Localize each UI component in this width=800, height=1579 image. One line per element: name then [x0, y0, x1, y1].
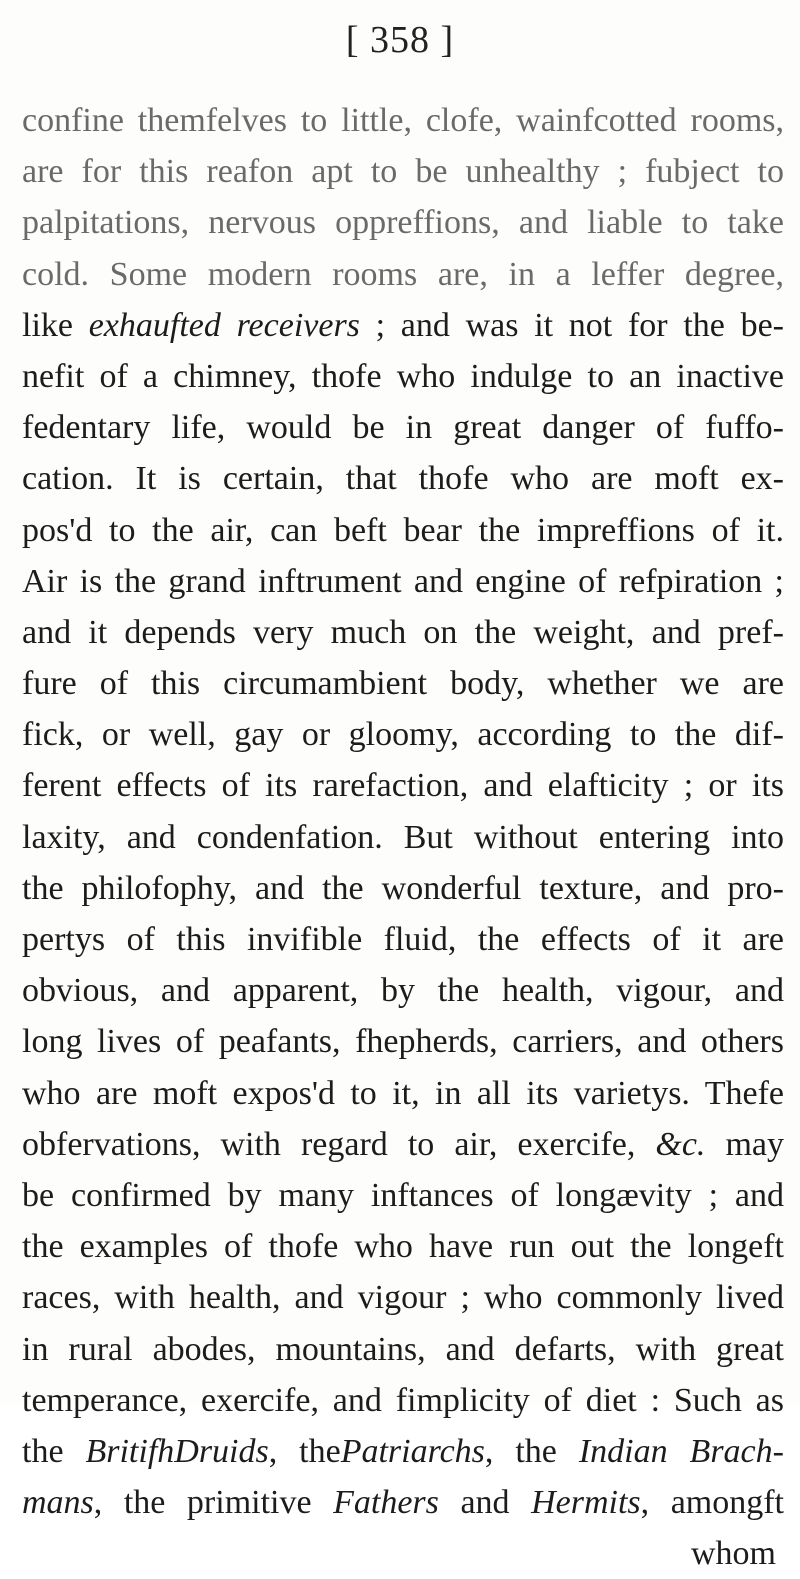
text-run: ; and was it not for the be- [359, 306, 784, 344]
italic-text: Patriarchs [340, 1432, 485, 1470]
text-run: , the [268, 1432, 341, 1470]
text-run: be confirmed by many inftances of longævity ; and [22, 1176, 784, 1214]
italic-text: Fathers [333, 1484, 439, 1522]
italic-text: BritifhDruids [85, 1432, 269, 1470]
text-line [22, 300, 784, 351]
text-run: fedentary life, would be in great danger of fuffo- [22, 409, 784, 447]
text-run: in rural abodes, mountains, and defarts, with great [22, 1330, 784, 1368]
text-line [22, 658, 784, 709]
text-line [22, 1170, 784, 1221]
italic-text: Hermits [531, 1484, 641, 1522]
text-run: , the primitive [93, 1484, 334, 1522]
text-line [22, 863, 784, 914]
italic-text: Indian Brach- [578, 1432, 784, 1470]
text-run: pertys of this invifible fluid, the effects of it are [22, 921, 784, 958]
text-run: and it depends very much on the weight, and pref- [22, 613, 784, 651]
text-run: cation. It is certain, that thofe who are moft ex- [22, 460, 784, 498]
italic-text: &c. [655, 1125, 706, 1163]
text-line [22, 1477, 784, 1528]
italic-text: mans [22, 1484, 94, 1522]
text-line [22, 95, 784, 146]
text-run: , the [484, 1432, 579, 1470]
text-run: pos'd to the air, can beft bear the impreffions of it. [22, 511, 784, 549]
text-run: fure of this circumambient body, whether we are [22, 665, 784, 703]
text-line [22, 1016, 784, 1067]
text-run: and [438, 1484, 532, 1522]
text-run: like [22, 306, 89, 344]
text-run: nefit of a chimney, thofe who indulge to an inactive [22, 357, 784, 395]
text-run: obfervations, with regard to air, exercife, [22, 1125, 656, 1163]
text-line [22, 197, 784, 248]
text-line [22, 351, 784, 402]
text-line [22, 1272, 784, 1323]
text-run: palpitations, nervous oppreffions, and liable to take [22, 204, 784, 242]
text-run: who are moft expos'd to it, in all its varietys. Thefe [22, 1074, 784, 1112]
text-line [22, 556, 784, 607]
text-run: races, with health, and vigour ; who commonly lived [22, 1279, 784, 1317]
text-line [22, 965, 784, 1016]
text-line [22, 709, 784, 760]
text-line [22, 1068, 784, 1119]
text-run: may [705, 1125, 784, 1163]
italic-text: exhaufted receivers [88, 306, 360, 344]
text-line [22, 453, 784, 504]
text-line [22, 1119, 784, 1170]
text-line [22, 1426, 784, 1477]
text-run: the examples of thofe who have run out the longeft [22, 1228, 784, 1266]
text-line [22, 914, 784, 965]
text-run: fick, or well, gay or gloomy, according to the dif- [22, 716, 784, 754]
text-run: the philofophy, and the wonderful texture, and pro- [22, 869, 784, 907]
text-run: cold. Some modern rooms are, in a leffer degree, [22, 255, 784, 293]
text-run: temperance, exercife, and fimplicity of diet : Such as [22, 1381, 784, 1419]
text-run: the [22, 1432, 86, 1470]
text-line [22, 402, 784, 453]
text-run: laxity, and condenfation. But without entering into [22, 818, 784, 856]
text-run: obvious, and apparent, by the health, vigour, and [22, 972, 784, 1010]
text-line [22, 1528, 784, 1579]
text-line [22, 505, 784, 556]
text-line [22, 607, 784, 658]
text-run: , amongft [640, 1484, 785, 1522]
text-run: long lives of peafants, fhepherds, carriers, and others [22, 1023, 784, 1061]
text-run: confine themfelves to little, clofe, wainfcotted rooms, [22, 102, 784, 139]
text-line [22, 1221, 784, 1272]
text-run: Air is the grand inftrument and engine of refpiration ; [22, 562, 784, 600]
text-line [22, 249, 784, 300]
page-number: [ 358 ] [345, 19, 455, 61]
text-line [22, 760, 784, 811]
text-run: are for this reafon apt to be unhealthy ; fubject to [22, 153, 784, 191]
body-text [22, 95, 784, 1579]
text-line [22, 812, 784, 863]
text-line [22, 1375, 784, 1426]
text-line [22, 146, 784, 197]
text-run: whom [691, 1535, 776, 1573]
text-run: ferent effects of its rarefaction, and elafticity ; or its [22, 767, 784, 805]
text-line [22, 1324, 784, 1375]
